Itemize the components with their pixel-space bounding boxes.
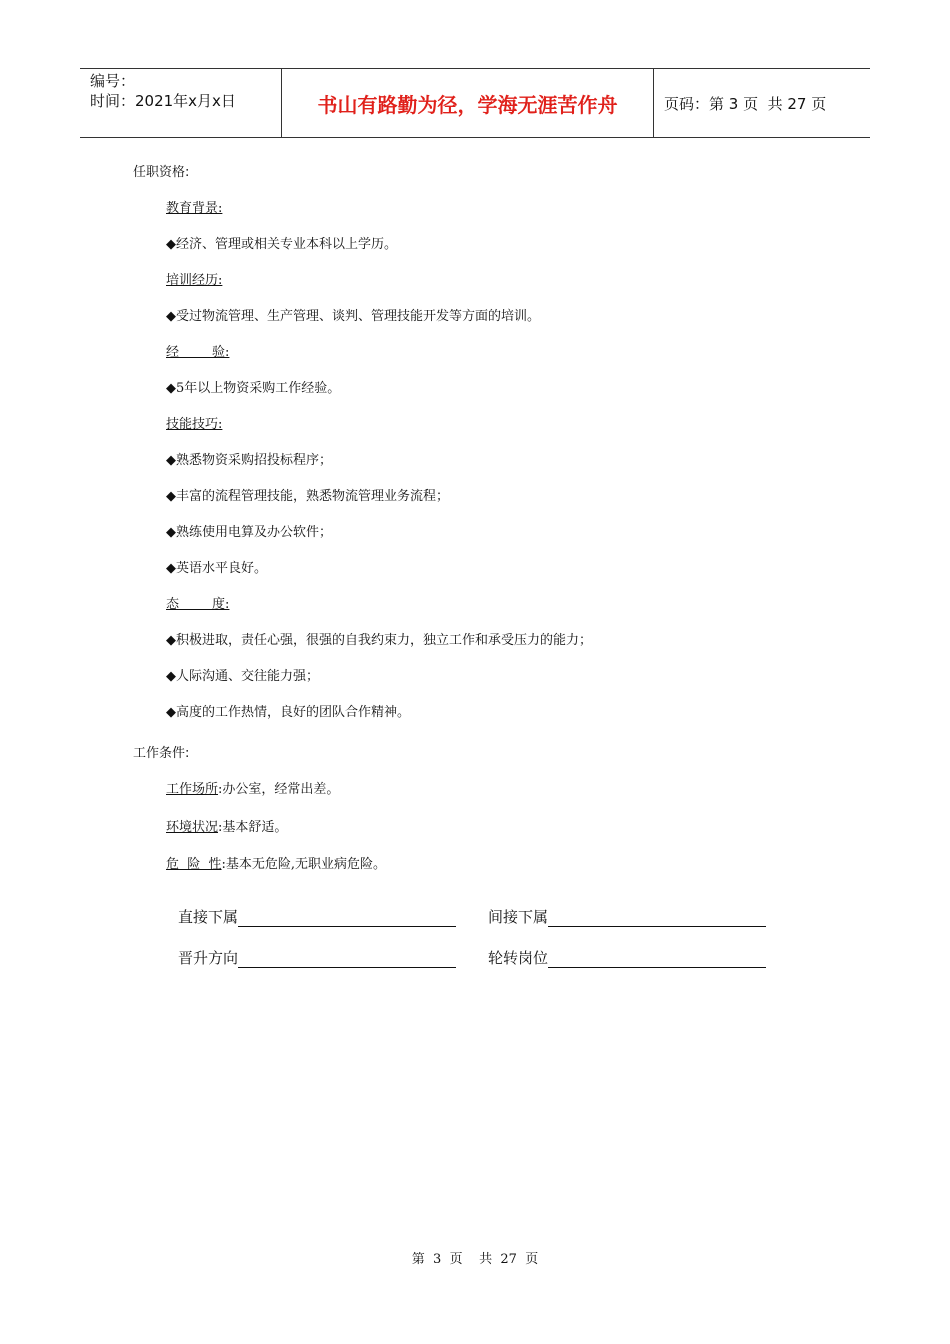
skills-item: ◆英语水平良好。: [166, 561, 267, 576]
rotation-label: 轮转岗位: [488, 949, 549, 967]
indirect-subordinate-line[interactable]: [548, 910, 766, 927]
skills-item: ◆熟悉物资采购招投标程序；: [166, 453, 332, 468]
skills-label: 技能技巧:: [166, 417, 223, 432]
promotion-field: [178, 947, 456, 968]
attitude-item: ◆积极进取，责任心强，很强的自我约束力，独立工作和承受压力的能力；: [166, 633, 592, 648]
conditions-title: 工作条件:: [133, 746, 190, 761]
condition-row-environment: [166, 816, 287, 835]
experience-label: 经 验:: [166, 345, 230, 360]
page-indicator: 页码：第 3 页 共 27 页: [664, 94, 827, 113]
condition-value: :办公室，经常出差。: [218, 782, 340, 797]
rotation-field: [488, 947, 766, 968]
condition-label: 环境状况: [166, 820, 219, 835]
training-label: 培训经历:: [166, 273, 223, 288]
direct-subordinate-field: [178, 906, 456, 927]
attitude-item: ◆高度的工作热情，良好的团队合作精神。: [166, 705, 410, 720]
qualifications-title: 任职资格:: [133, 165, 190, 180]
indirect-subordinate-label: 间接下属: [488, 908, 549, 926]
condition-row-hazard: [166, 853, 386, 872]
promotion-label: 晋升方向: [178, 949, 239, 967]
condition-label: 危 险 性: [166, 857, 222, 872]
rotation-line[interactable]: [548, 951, 766, 968]
indirect-subordinate-field: [488, 906, 766, 927]
direct-subordinate-label: 直接下属: [178, 908, 239, 926]
education-item: ◆经济、管理或相关专业本科以上学历。: [166, 237, 397, 252]
skills-item: ◆丰富的流程管理技能，熟悉物流管理业务流程；: [166, 489, 449, 504]
condition-row-workplace: [166, 778, 339, 797]
page-header: [80, 68, 870, 138]
header-meta: [80, 69, 281, 137]
experience-item: ◆5年以上物资采购工作经验。: [166, 381, 341, 396]
condition-value: :基本舒适。: [218, 820, 288, 835]
education-label: 教育背景:: [166, 201, 223, 216]
skills-item: ◆熟练使用电算及办公软件；: [166, 525, 332, 540]
time-label: 时间：2021年x月x日: [90, 92, 236, 110]
attitude-label: 态 度:: [166, 597, 230, 612]
promotion-line[interactable]: [238, 951, 456, 968]
condition-value: :基本无危险,无职业病危险。: [221, 857, 387, 872]
attitude-item: ◆人际沟通、交往能力强；: [166, 669, 319, 684]
direct-subordinate-line[interactable]: [238, 910, 456, 927]
training-item: ◆受过物流管理、生产管理、谈判、管理技能开发等方面的培训。: [166, 309, 540, 324]
number-label: 编号：: [90, 72, 136, 90]
header-motto: 书山有路勤为径，学海无涯苦作舟: [281, 69, 654, 137]
condition-label: 工作场所: [166, 782, 219, 797]
page-footer: 第 3 页 共 27 页: [411, 1252, 539, 1267]
